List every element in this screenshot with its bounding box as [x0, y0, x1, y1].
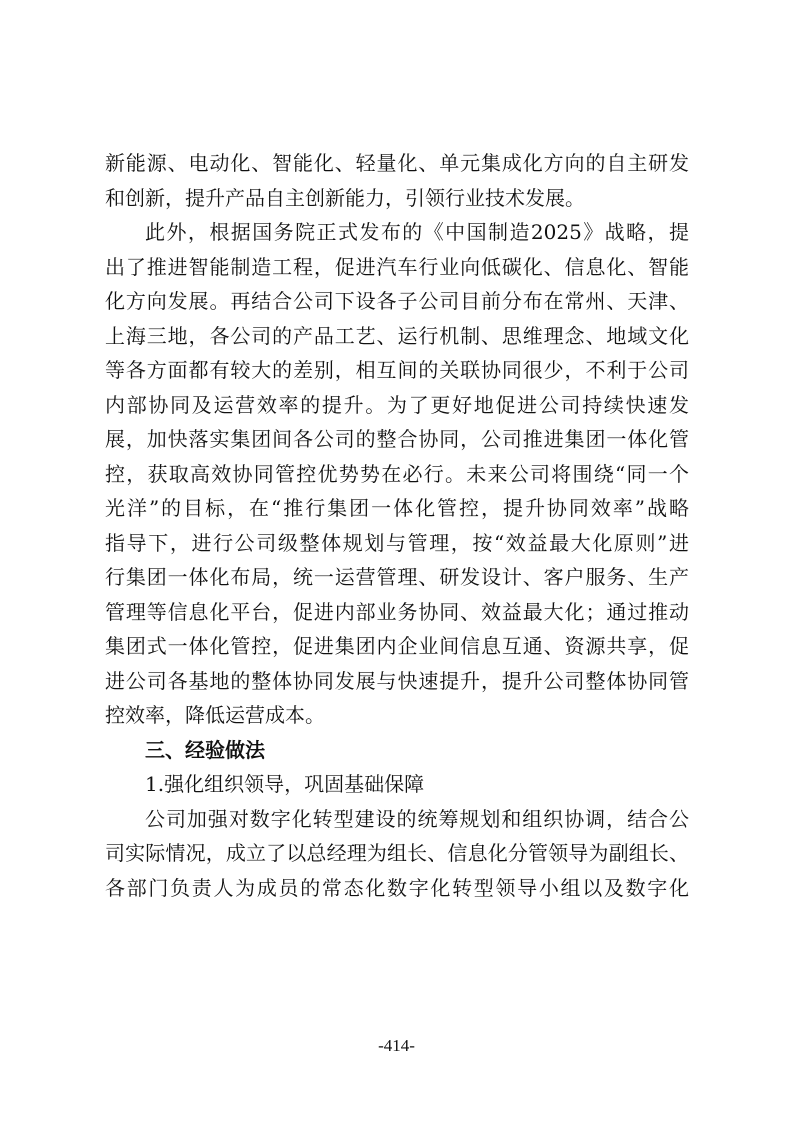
text-line: 管理等信息化平台，促进内部业务协同、效益最大化；通过推动	[105, 599, 689, 624]
text-line: 指导下，进行公司级整体规划与管理，按“效益最大化原则”进	[105, 530, 689, 555]
section-heading: 三、经验做法	[145, 737, 265, 762]
text-line: 各部门负责人为成员的常态化数字化转型领导小组以及数字化	[105, 875, 689, 900]
text-line: 控效率，降低运营成本。	[105, 703, 325, 727]
text-line: 光洋”的目标，在“推行集团一体化管控，提升协同效率”战略	[105, 496, 689, 520]
text-line: 出了推进智能制造工程，促进汽车行业向低碳化、信息化、智能	[105, 254, 689, 279]
text-line: 此外，根据国务院正式发布的《中国制造2025》战略，提	[145, 220, 689, 244]
text-line: 集团式一体化管控，促进集团内企业间信息互通、资源共享，促	[105, 634, 689, 658]
text-line: 公司加强对数字化转型建设的统筹规划和组织协调，结合公	[145, 806, 689, 831]
body-text	[105, 146, 689, 905]
page-number: -414-	[378, 1036, 415, 1055]
text-line: 司实际情况，成立了以总经理为组长、信息化分管领导为副组长、	[105, 841, 689, 865]
text-line: 内部协同及运营效率的提升。为了更好地促进公司持续快速发	[105, 392, 689, 417]
text-line: 控，获取高效协同管控优势势在必行。未来公司将围绕“同一个	[105, 461, 689, 486]
text-line: 和创新，提升产品自主创新能力，引领行业技术发展。	[105, 185, 585, 210]
text-line: 行集团一体化布局，统一运营管理、研发设计、客户服务、生产	[105, 565, 689, 589]
text-line: 新能源、电动化、智能化、轻量化、单元集成化方向的自主研发	[105, 151, 689, 175]
text-line: 上海三地，各公司的产品工艺、运行机制、思维理念、地域文化	[105, 323, 689, 348]
paragraph-2	[105, 215, 689, 733]
text-line: 进公司各基地的整体协同发展与快速提升，提升公司整体协同管	[105, 668, 689, 693]
text-line: 等各方面都有较大的差别，相互间的关联协同很少，不利于公司	[105, 358, 689, 382]
text-line: 展，加快落实集团间各公司的整合协同，公司推进集团一体化管	[105, 427, 689, 451]
subheading: 1.强化组织领导，巩固基础保障	[145, 772, 425, 796]
paragraph-1	[105, 146, 689, 215]
paragraph-3	[105, 802, 689, 906]
text-line: 化方向发展。再结合公司下设各子公司目前分布在常州、天津、	[105, 289, 689, 313]
